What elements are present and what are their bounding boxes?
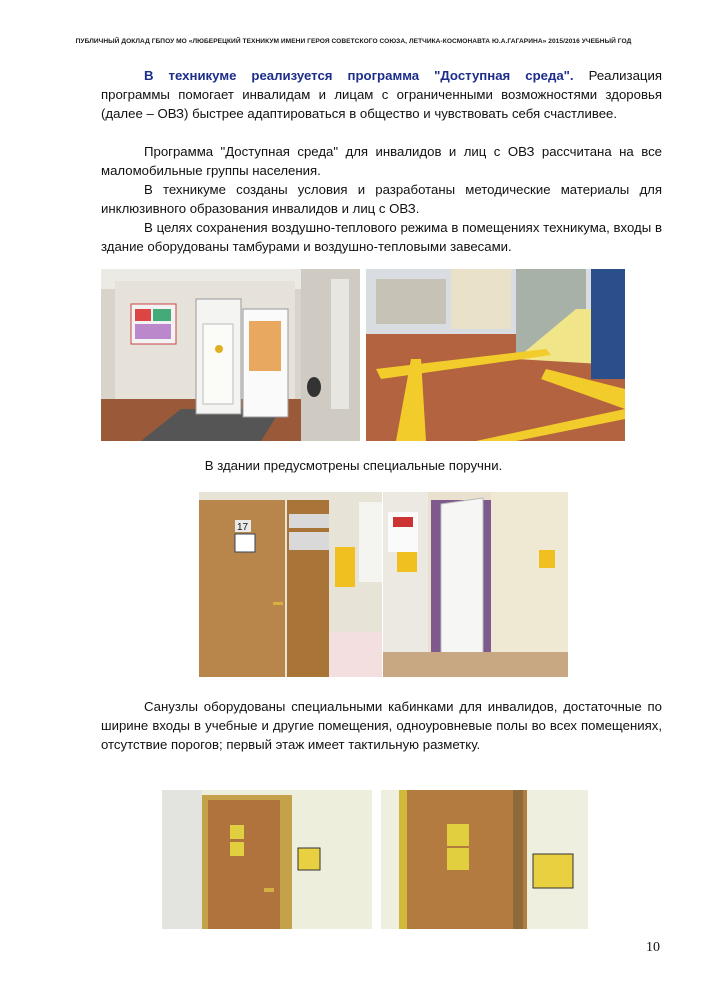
program-title-bold: В техникуме реализуется программа "Доступная среда". (144, 68, 574, 83)
restrooms-text: Санузлы оборудованы специальными кабинками для инвалидов, достаточные по ширине входы в учебные и другие помещения, одноуровневые полы во всех помещениях, отсутствие порогов; первый этаж имеет тактильную разметку. (101, 699, 662, 752)
program-intro-text: Реализация программы помогает инвалидам и лицам с ограниченными возможностями здоровья (далее – ОВЗ) быстрее адаптироваться в общество и чувствовать себя счастливее. (101, 68, 662, 121)
caption-handrails: В здании предусмотрены специальные поручни. (204, 458, 503, 473)
paragraph-restrooms (101, 697, 662, 754)
page-number: 10 (646, 940, 660, 955)
page-header: ПУБЛИЧНЫЙ ДОКЛАД ГБПОУ МО «ЛЮБЕРЕЦКИЙ ТЕХНИКУМ ИМЕНИ ГЕРОЯ СОВЕТСКОГО СОЮЗА, ЛЕТЧИКА-КОСМОНАВТА Ю.А.ГАГАРИНА» 2015/2016 УЧЕБНЫЙ ГОД (75, 38, 632, 45)
paragraph-program-scope (101, 142, 662, 180)
photo-tactile-corridor (366, 269, 625, 441)
paragraph-vestibules (101, 218, 662, 256)
photo-doors-tactile-signs (199, 492, 382, 677)
paragraph-program-intro (101, 66, 662, 123)
paragraph-conditions (101, 180, 662, 218)
door-number-label: 17 (237, 522, 249, 533)
conditions-text: В техникуме созданы условия и разработаны методические материалы для инклюзивного образования инвалидов и лиц с ОВЗ. (101, 182, 662, 216)
photo-restroom-door-1 (162, 790, 372, 929)
vestibules-text: В целях сохранения воздушно-теплового режима в помещениях техникума, входы в здание оборудованы тамбурами и воздушно-тепловыми завесами. (101, 220, 662, 254)
program-scope-text: Программа "Доступная среда" для инвалидов и лиц с ОВЗ рассчитана на все маломобильные группы населения. (101, 144, 662, 178)
photo-entrance-vestibule (101, 269, 360, 441)
photo-restroom-door-2 (381, 790, 588, 929)
photo-accessible-doorway (383, 492, 568, 677)
